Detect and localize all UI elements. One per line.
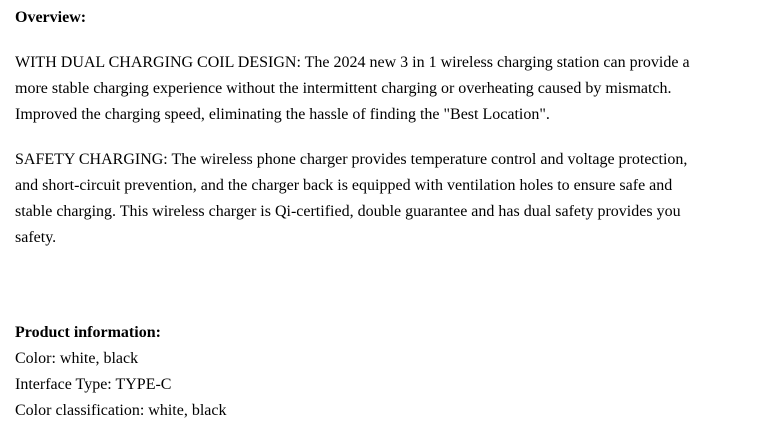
product-color-classification-line: Color classification: white, black <box>15 402 227 419</box>
text-line: SAFETY CHARGING: The wireless phone charger provides temperature control and voltage protection, <box>15 151 688 168</box>
text-line: stable charging. This wireless charger is Qi-certified, double guarantee and has dual safety provides you <box>15 203 681 220</box>
text-line: and short-circuit prevention, and the charger back is equipped with ventilation holes to ensure safe and <box>15 177 673 194</box>
product-color-line: Color: white, black <box>15 350 139 367</box>
text-line: WITH DUAL CHARGING COIL DESIGN: The 2024 new 3 in 1 wireless charging station can provide a <box>15 54 690 71</box>
overview-heading: Overview: <box>15 9 87 26</box>
product-information-heading: Product information: <box>15 324 161 341</box>
paragraph-dual-coil-design <box>15 50 745 128</box>
paragraph-safety-charging <box>15 147 745 251</box>
text-line: safety. <box>15 229 57 246</box>
text-line: Improved the charging speed, eliminating the hassle of finding the "Best Location". <box>15 106 550 123</box>
product-interface-type-line: Interface Type: TYPE-C <box>15 376 172 393</box>
product-information-section <box>15 320 745 424</box>
text-line: more stable charging experience without the intermittent charging or overheating caused by mismatch. <box>15 80 672 97</box>
